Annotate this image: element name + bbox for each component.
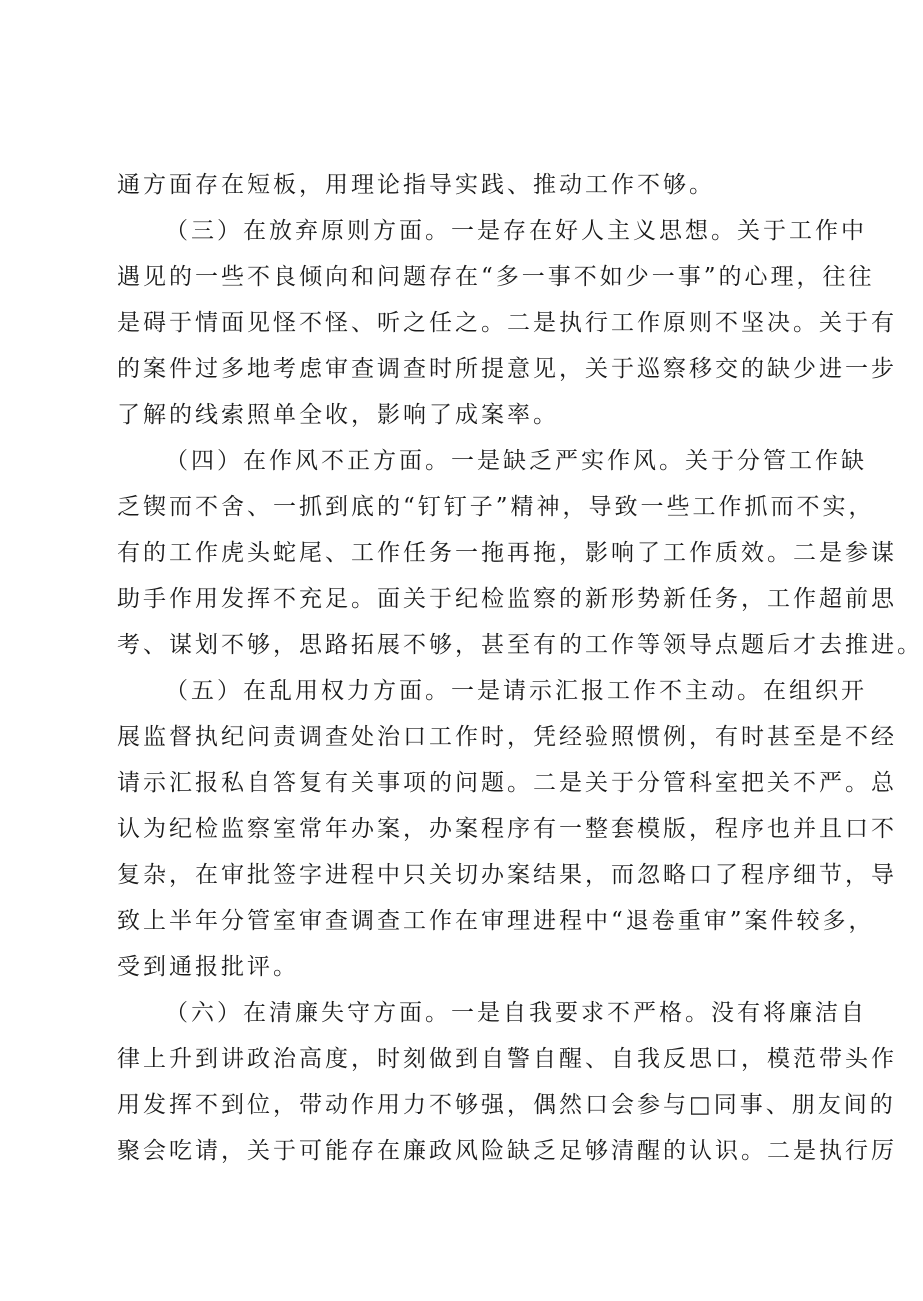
text-line: 乏锲而不舍、一抓到底的“钉钉子”精神，导致一些工作抓而不实， (117, 494, 875, 520)
document-body (117, 162, 923, 1174)
text-line: 有的工作虎头蛇尾、工作任务一拖再拖，影响了工作质效。二是参谋 (117, 540, 897, 566)
text-line: 复杂，在审批签字进程中只关切办案结果，而忽略口了程序细节，导 (117, 862, 897, 888)
text-line: 请示汇报私自答复有关事项的问题。二是关于分管科室把关不严。总 (117, 770, 897, 796)
paragraph-first-line: （三）在放弃原则方面。一是存在好人主义思想。关于工作中 (165, 218, 867, 244)
paragraph-first-line: （五）在乱用权力方面。一是请示汇报工作不主动。在组织开 (165, 678, 867, 704)
text-line: 通方面存在短板，用理论指导实践、推动工作不够。 (117, 172, 715, 198)
paragraph-first-line: （四）在作风不正方面。一是缺乏严实作风。关于分管工作缺 (165, 448, 867, 474)
text-line: 的案件过多地考虑审查调查时所提意见，关于巡察移交的缺少进一步 (117, 356, 897, 382)
text-line: 聚会吃请，关于可能存在廉政风险缺乏足够清醒的认识。二是执行厉 (117, 1138, 897, 1164)
text-line: 展监督执纪问责调查处治口工作时，凭经验照惯例，有时甚至是不经 (117, 724, 897, 750)
text-line: 律上升到讲政治高度，时刻做到自警自醒、自我反思口，模范带头作 (117, 1046, 897, 1072)
text-line: 认为纪检监察室常年办案，办案程序有一整套模版，程序也并且口不 (117, 816, 897, 842)
text-line: 用发挥不到位，带动作用力不够强，偶然口会参与□同事、朋友间的 (117, 1092, 896, 1118)
text-line: 致上半年分管室审查调查工作在审理进程中“退卷重审”案件较多， (117, 908, 875, 934)
text-line: 了解的线索照单全收，影响了成案率。 (117, 402, 559, 428)
text-line: 受到通报批评。 (117, 954, 299, 980)
paragraph-first-line: （六）在清廉失守方面。一是自我要求不严格。没有将廉洁自 (165, 1000, 867, 1026)
text-line: 是碍于情面见怪不怪、听之任之。二是执行工作原则不坚决。关于有 (117, 310, 897, 336)
text-line: 遇见的一些不良倾向和问题存在“多一事不如少一事”的心理，往往 (117, 264, 875, 290)
text-line: 考、谋划不够，思路拓展不够，甚至有的工作等领导点题后才去推进。 (117, 632, 923, 658)
text-line: 助手作用发挥不充足。面关于纪检监察的新形势新任务，工作超前思 (117, 586, 897, 612)
